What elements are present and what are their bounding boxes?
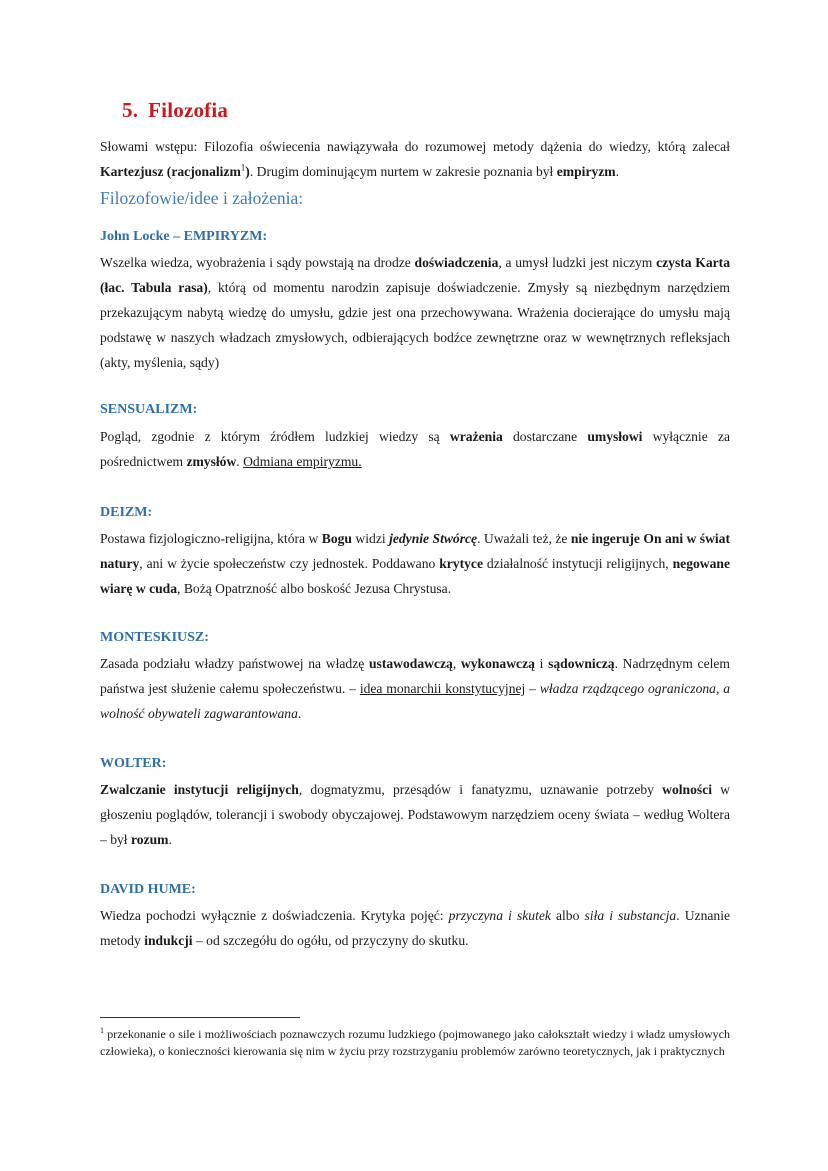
deizm-bold: krytyce — [439, 556, 483, 571]
sensualizm-text: Pogląd, zgodnie z którym źródłem ludzkiej wiedzy są — [100, 429, 450, 444]
intro-bold-empiryzm: empiryzm — [556, 164, 616, 179]
intro-bold-paren: ) — [245, 164, 250, 179]
sensualizm-heading: SENSUALIZM: — [100, 402, 198, 417]
hume-italic: siła i substancja — [584, 908, 677, 923]
sensualizm-text: dostarczane — [502, 429, 588, 444]
wolter-bold: rozum — [130, 832, 169, 847]
locke-heading: John Locke – EMPIRYZM: — [100, 229, 268, 244]
monteskiusz-italic: władza rządzącego ograniczona, a wolność obywateli zagwarantowana — [100, 681, 731, 721]
intro-paragraph — [100, 134, 730, 184]
monteskiusz-text: – — [525, 681, 540, 696]
chapter-title — [122, 98, 228, 123]
intro-text: Słowami wstępu: Filozofia oświecenia nawiązywała do rozumowej metody dążenia do wiedzy, którą zalecał — [100, 139, 730, 154]
monteskiusz-underlined: idea monarchii konstytucyjnej — [359, 681, 526, 696]
hume-text: Wiedza pochodzi wyłącznie z doświadczenia. Krytyka pojęć: — [100, 908, 449, 923]
locke-bold: doświadczenia — [414, 255, 499, 270]
intro-text: . Drugim dominującym nurtem w zakresie poznania był — [249, 164, 557, 179]
hume-text: . Uznanie metody — [100, 908, 731, 948]
monteskiusz-text: , — [452, 656, 461, 671]
wolter-text: . — [168, 832, 172, 847]
wolter-paragraph — [100, 777, 730, 852]
chapter-number: 5. — [122, 98, 139, 122]
footnote-mark: 1 — [100, 1026, 104, 1035]
deizm-bold: nie ingeruje On ani w świat natury — [100, 531, 730, 571]
sensualizm-bold: zmysłów — [186, 454, 237, 469]
wolter-heading: WOLTER: — [100, 756, 167, 771]
hume-bold: indukcji — [144, 933, 193, 948]
deizm-bold: negowane wiarę w cuda — [100, 556, 731, 596]
locke-bold: czysta Karta (łac. Tabula rasa) — [100, 255, 730, 295]
intro-bold-kartezjusz: Kartezjusz (racjonalizm — [100, 164, 241, 179]
deizm-text: działalność instytucji religijnych, — [483, 556, 673, 571]
wolter-text: w głoszeniu poglądów, tolerancji i swobody obyczajowej. Podstawowym narzędziem oceny świata – według Woltera – był — [100, 782, 731, 847]
hume-text: – od szczegółu do ogółu, od przyczyny do skutku. — [192, 933, 469, 948]
hume-italic: przyczyna i skutek — [448, 908, 551, 923]
monteskiusz-text: . — [297, 706, 302, 721]
footnote — [100, 1026, 730, 1059]
sensualizm-paragraph — [100, 424, 730, 474]
deizm-text: , ani w życie społeczeństw czy jednostek. Poddawano — [139, 556, 440, 571]
deizm-text: widzi — [351, 531, 390, 546]
wolter-text: , dogmatyzmu, przesądów i fanatyzmu, uznawanie potrzeby — [298, 782, 663, 797]
wolter-bold: Zwalczanie instytucji religijnych — [100, 782, 299, 797]
monteskiusz-bold: wykonawczą — [460, 656, 535, 671]
locke-text: , którą od momentu narodzin zapisuje doświadczenie. Zmysły są niezbędnym narzędziem przekazującym nabytą wiedzę do umysłu, gdzie jest ona przechowywana. Wrażenia docierające do umysłu mają podstawę w naszych władzach zmysłowych, odbierających bodźce zewnętrzne oraz w wewnętrznych refleksjach (akty, myślenia, sądy) — [100, 280, 730, 370]
deizm-bold: Bogu — [321, 531, 352, 546]
deizm-heading: DEIZM: — [100, 505, 153, 520]
footnote-separator — [100, 1017, 300, 1018]
monteskiusz-bold: ustawodawczą — [368, 656, 453, 671]
monteskiusz-text: Zasada podziału władzy państwowej na władzę — [100, 656, 369, 671]
monteskiusz-heading: MONTESKIUSZ: — [100, 630, 209, 645]
deizm-bold-italic: jedynie Stwórcę — [389, 531, 478, 546]
locke-text: Wszelka wiedza, wyobrażenia i sądy powstają na drodze — [100, 255, 415, 270]
monteskiusz-text: i — [534, 656, 549, 671]
sensualizm-text: . — [236, 454, 244, 469]
section-subheading: Filozofowie/idee i założenia: — [100, 188, 304, 208]
deizm-text: Postawa fizjologiczno-religijna, która w — [100, 531, 322, 546]
sensualizm-bold: wrażenia — [449, 429, 503, 444]
locke-paragraph — [100, 250, 730, 375]
monteskiusz-text: . Nadrzędnym celem państwa jest służenie całemu społeczeństwu. – — [100, 656, 731, 696]
monteskiusz-bold: sądowniczą — [548, 656, 615, 671]
intro-text: . — [615, 164, 620, 179]
footnote-reference[interactable]: 1 — [240, 162, 246, 173]
hume-heading: DAVID HUME: — [100, 882, 196, 897]
wolter-bold: wolności — [662, 782, 713, 797]
deizm-text: . Uważali też, że — [477, 531, 571, 546]
footnote-text: przekonanie o sile i możliwościach poznawczych rozumu ludzkiego (pojmowanego jako całokształt wiedzy i władz umysłowych człowieka), o konieczności kierowania się nim w życiu przy rozstrzyganiu problemów zarówno teoretycznych, jak i praktycznych — [100, 1027, 730, 1058]
deizm-paragraph — [100, 526, 730, 601]
sensualizm-bold: umysłowi — [587, 429, 643, 444]
sensualizm-text: wyłącznie za pośrednictwem — [100, 429, 730, 469]
locke-text: , a umysł ludzki jest niczym — [498, 255, 657, 270]
sensualizm-underlined: Odmiana empiryzmu. — [243, 454, 362, 469]
chapter-title-text: Filozofia — [148, 98, 229, 122]
monteskiusz-paragraph — [100, 651, 730, 726]
deizm-text: , Bożą Opatrzność albo boskość Jezusa Chrystusa. — [177, 581, 452, 596]
hume-text: albo — [550, 908, 585, 923]
hume-paragraph — [100, 903, 730, 953]
